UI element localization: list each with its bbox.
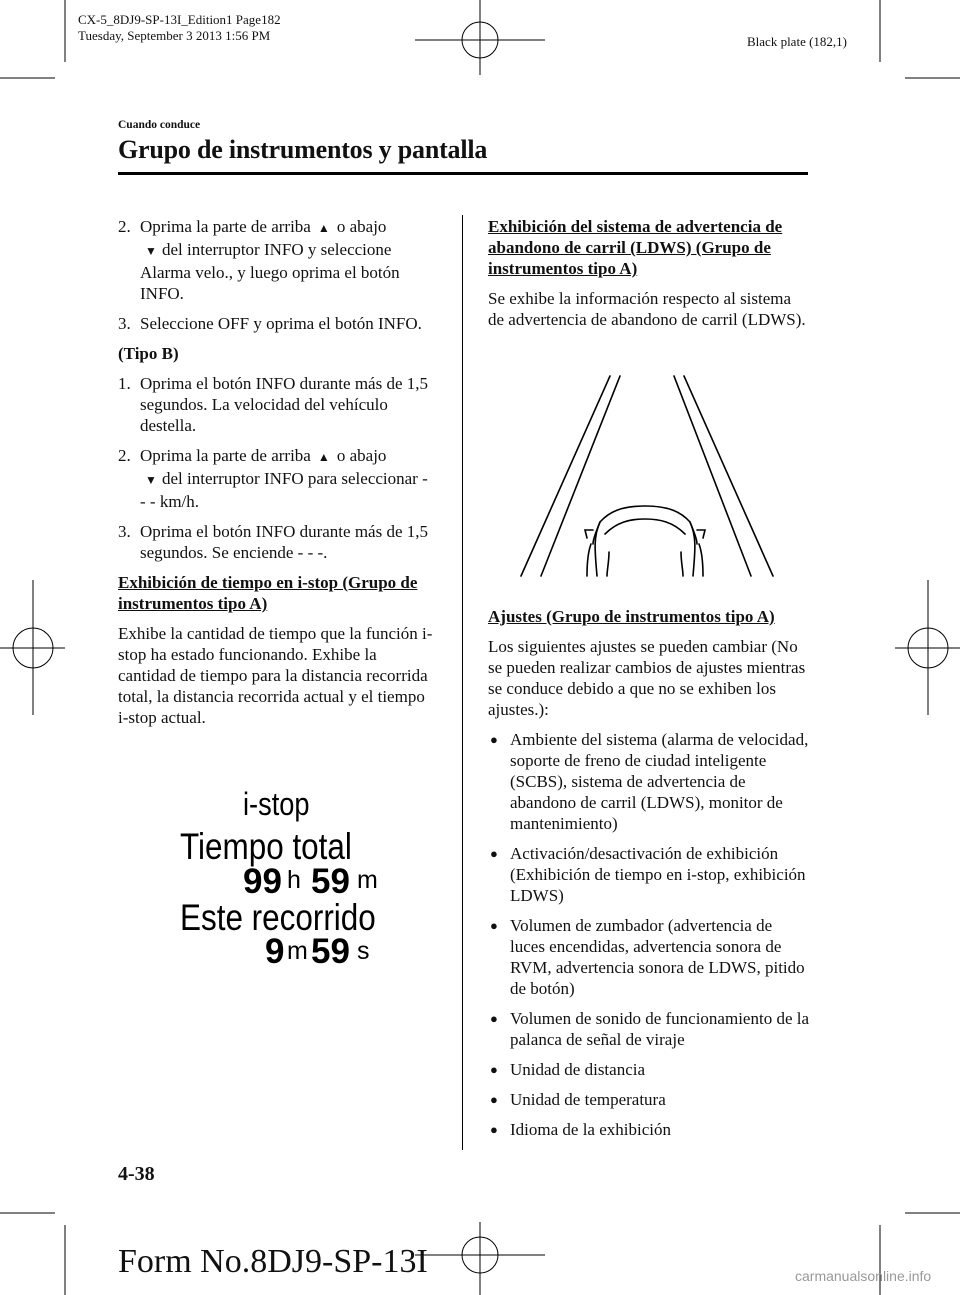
bullet-icon: ● xyxy=(490,732,498,747)
step-text: del interruptor INFO y seleccione Alarma velo., y luego oprima el botón INFO. xyxy=(140,240,400,303)
list-item: ● Volumen de zumbador (advertencia de luces encendidas, advertencia sonora de RVM, advertencia sonora de LDWS, pitido de botón) xyxy=(490,916,805,998)
file-info-line1: CX-5_8DJ9-SP-13I_Edition1 Page182 xyxy=(78,12,281,27)
total-hours-value: 99 xyxy=(243,862,282,901)
arrow-up-icon: ▲ xyxy=(317,221,330,235)
list-item: ● Ambiente del sistema (alarma de velocidad, soporte de freno de ciudad inteligente (SCBS), sistema de advertencia de abandono de carril (LDWS), monitor de mantenimiento) xyxy=(490,730,809,833)
step-number: 1. xyxy=(118,374,131,393)
total-minutes-value: 59 xyxy=(311,862,350,901)
step-number: 2. xyxy=(118,446,131,465)
step-number: 3. xyxy=(118,314,131,333)
settings-list xyxy=(488,729,810,1140)
form-number: Form No.8DJ9-SP-13I xyxy=(118,1243,428,1280)
settings-description: Los siguientes ajustes se pueden cambiar (No se pueden realizar cambios de ajustes mientras se conduce debido a que no se exhiben los ajustes.): xyxy=(488,637,806,719)
arrow-down-icon: ▼ xyxy=(145,473,157,487)
step-3-type-b xyxy=(118,521,436,563)
step-1-type-b xyxy=(118,373,436,436)
left-column xyxy=(118,216,436,737)
watermark-link[interactable]: carmanualsonline.info xyxy=(795,1268,932,1284)
list-item: ● Volumen de sonido de funcionamiento de la palanca de señal de viraje xyxy=(490,1009,810,1049)
column-divider xyxy=(462,215,463,1150)
file-info xyxy=(78,12,281,44)
right-column xyxy=(488,216,810,339)
list-item: ● Unidad de distancia xyxy=(490,1060,646,1079)
section-label: Cuando conduce xyxy=(118,119,201,131)
bullet-icon: ● xyxy=(490,1062,498,1077)
page-title: Grupo de instrumentos y pantalla xyxy=(118,135,488,164)
total-hours-unit: h xyxy=(287,866,301,894)
step-text: Oprima el botón INFO durante más de 1,5 segundos. Se enciende - - -. xyxy=(140,522,428,562)
trip-time-label: Este recorrido xyxy=(180,897,376,938)
trip-seconds-value: 59 xyxy=(311,932,350,971)
step-3-type-a xyxy=(118,313,436,334)
step-2-type-b xyxy=(118,445,436,512)
bullet-icon: ● xyxy=(490,846,498,861)
step-text: Seleccione OFF y oprima el botón INFO. xyxy=(140,314,422,333)
total-minutes-unit: m xyxy=(357,866,378,894)
step-number: 3. xyxy=(118,522,131,541)
step-2-type-a xyxy=(118,216,436,304)
trip-minutes-value: 9 xyxy=(265,932,285,971)
list-item: ● Unidad de temperatura xyxy=(490,1090,666,1109)
settings-heading: Ajustes (Grupo de instrumentos tipo A) xyxy=(488,607,775,626)
step-text: Oprima el botón INFO durante más de 1,5 segundos. La velocidad del vehículo destella. xyxy=(140,374,428,435)
step-text: Oprima la parte de arriba xyxy=(140,446,311,465)
total-time-label: Tiempo total xyxy=(180,826,352,867)
right-column-settings xyxy=(488,606,810,1149)
plate-label: Black plate (182,1) xyxy=(747,34,847,49)
step-text: o abajo xyxy=(336,446,387,465)
ldws-description: Se exhibe la información respecto al sistema de advertencia de abandono de carril (LDWS). xyxy=(488,289,806,329)
bullet-icon: ● xyxy=(490,1092,498,1107)
ldws-heading: Exhibición del sistema de advertencia de abandono de carril (LDWS) (Grupo de instrumentos tipo A) xyxy=(488,217,783,278)
istop-description: Exhibe la cantidad de tiempo que la función i-stop ha estado funcionando. Exhibe la cantidad de tiempo para la distancia recorrida total, la distancia recorrida actual y el tiempo i-stop actual. xyxy=(118,624,433,727)
file-info-line2: Tuesday, September 3 2013 1:56 PM xyxy=(78,28,271,43)
trip-seconds-unit: s xyxy=(357,937,370,965)
step-text: o abajo xyxy=(336,217,387,236)
list-item: ● Idioma de la exhibición xyxy=(490,1120,671,1139)
step-text: del interruptor INFO para seleccionar - - - km/h. xyxy=(140,469,428,511)
type-b-label: (Tipo B) xyxy=(118,344,179,363)
bullet-icon: ● xyxy=(490,918,498,933)
page-number: 4-38 xyxy=(118,1163,155,1185)
arrow-down-icon: ▼ xyxy=(145,244,157,258)
istop-heading: Exhibición de tiempo en i-stop (Grupo de instrumentos tipo A) xyxy=(118,573,418,613)
step-number: 2. xyxy=(118,217,131,236)
trip-minutes-unit: m xyxy=(287,937,308,965)
arrow-up-icon: ▲ xyxy=(317,450,330,464)
istop-label: i-stop xyxy=(243,786,310,822)
ldws-lane-illustration xyxy=(505,372,785,580)
bullet-icon: ● xyxy=(490,1011,498,1026)
step-text: Oprima la parte de arriba xyxy=(140,217,311,236)
bullet-icon: ● xyxy=(490,1122,498,1137)
title-rule xyxy=(118,172,808,175)
list-item: ● Activación/desactivación de exhibición (Exhibición de tiempo en i-stop, exhibición LDWS) xyxy=(490,844,806,905)
